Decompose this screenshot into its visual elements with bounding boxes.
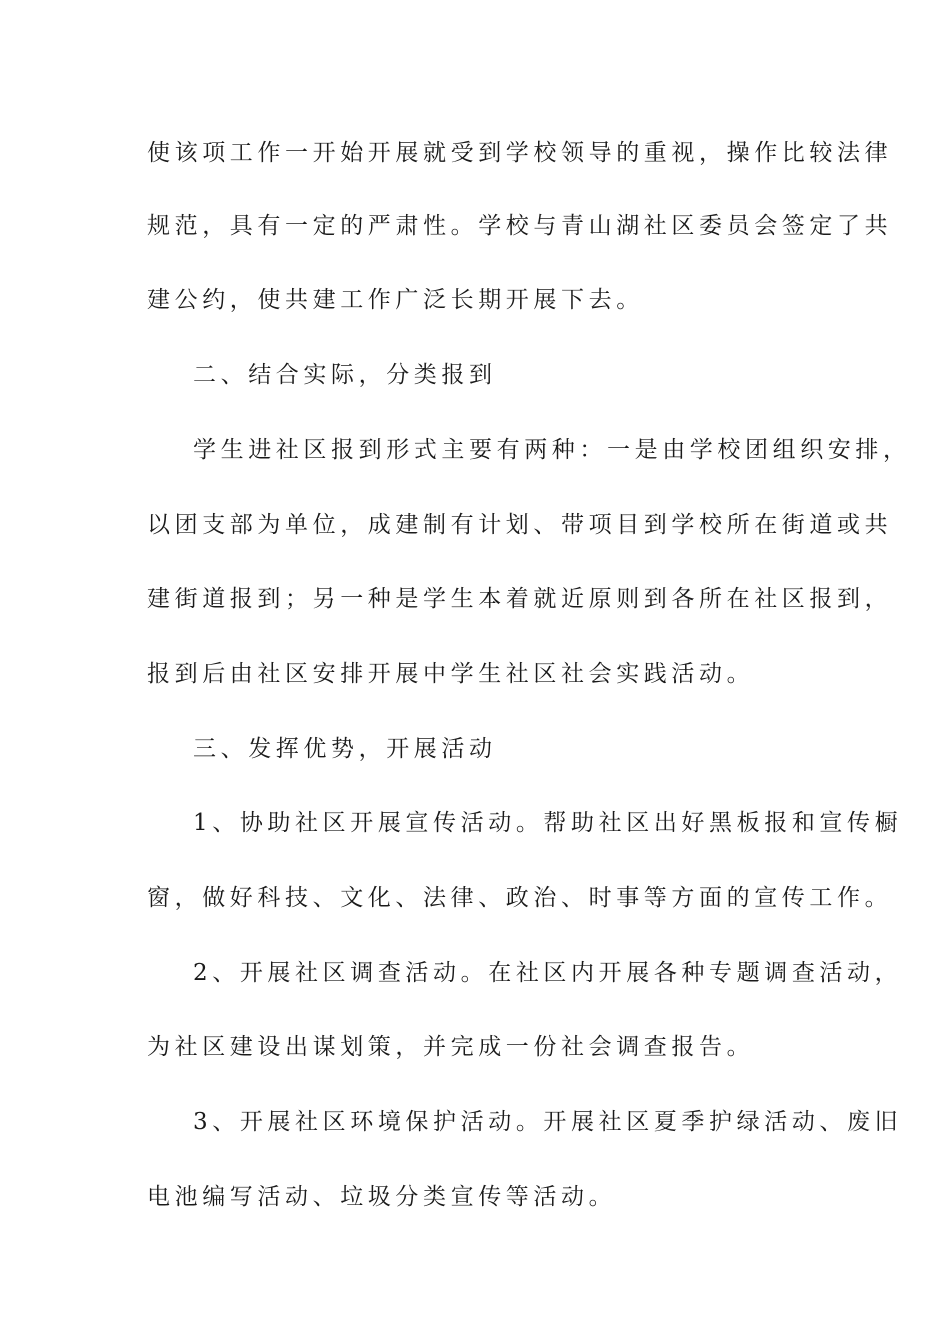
section-heading: 三、发挥优势，开展活动 <box>193 736 497 762</box>
section-heading: 二、结合实际，分类报到 <box>193 362 497 388</box>
paragraph-line: 规范，具有一定的严肃性。学校与青山湖社区委员会签定了共 <box>147 213 893 239</box>
paragraph-line: 2、开展社区调查活动。在社区内开展各种专题调查活动， <box>193 960 903 986</box>
paragraph-line: 建公约，使共建工作广泛长期开展下去。 <box>147 287 644 313</box>
paragraph-line: 建街道报到；另一种是学生本着就近原则到各所在社区报到， <box>147 586 893 612</box>
paragraph-line: 1、协助社区开展宣传活动。帮助社区出好黑板报和宣传橱 <box>193 810 903 836</box>
paragraph-line: 窗，做好科技、文化、法律、政治、时事等方面的宣传工作。 <box>147 885 893 911</box>
paragraph-line: 为社区建设出谋划策，并完成一份社会调查报告。 <box>147 1034 755 1060</box>
paragraph-line: 电池编写活动、垃圾分类宣传等活动。 <box>147 1184 617 1210</box>
paragraph-line: 使该项工作一开始开展就受到学校领导的重视，操作比较法律 <box>147 140 893 166</box>
paragraph-line: 3、开展社区环境保护活动。开展社区夏季护绿活动、废旧 <box>193 1109 903 1135</box>
paragraph-line: 以团支部为单位，成建制有计划、带项目到学校所在街道或共 <box>147 512 893 538</box>
paragraph-line: 学生进社区报到形式主要有两种：一是由学校团组织安排， <box>193 437 911 463</box>
paragraph-line: 报到后由社区安排开展中学生社区社会实践活动。 <box>147 661 755 687</box>
